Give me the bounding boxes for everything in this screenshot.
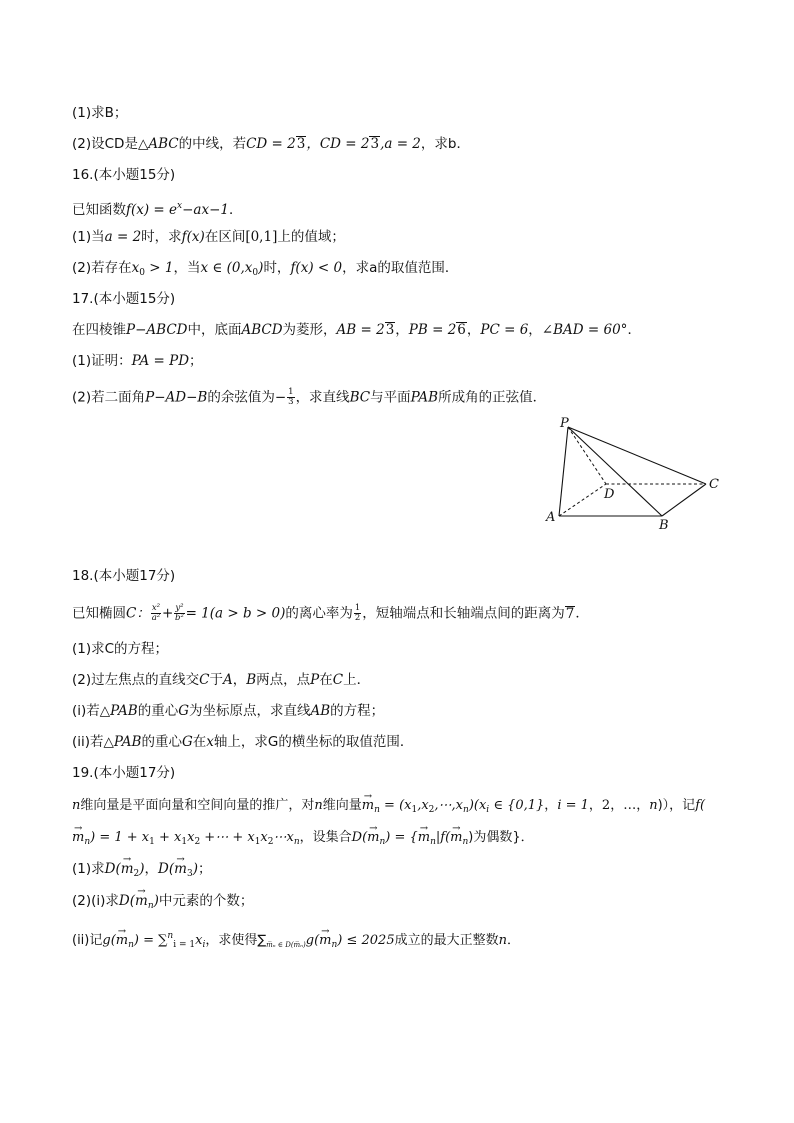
math: −ax−1 — [182, 202, 229, 218]
text: ． — [575, 605, 589, 622]
text: 已知椭圆 — [72, 605, 126, 622]
math: A — [222, 672, 233, 688]
text: 已知函数 — [72, 202, 126, 218]
text: ， — [636, 798, 650, 813]
math: P — [310, 672, 320, 688]
text: ． — [507, 933, 521, 948]
math-sub: 2 — [194, 837, 201, 847]
sqrt: 7 — [565, 605, 575, 622]
math: x — [187, 830, 195, 845]
text: 所成角的正弦值． — [438, 389, 547, 406]
text: (1)当 — [72, 229, 105, 245]
math: ⋯x — [273, 830, 294, 845]
math: 2 — [601, 798, 611, 813]
math: x — [131, 260, 140, 276]
math: D( — [118, 893, 136, 909]
fraction-denominator: 2 — [354, 613, 361, 623]
q19-part2-ii — [72, 927, 520, 954]
pyramid-figure — [538, 414, 728, 536]
text: ， — [610, 798, 624, 813]
vector-m: → m — [174, 860, 187, 878]
vector-m: → m — [116, 932, 128, 950]
label-p: P — [560, 416, 569, 431]
text: (1)证明： — [72, 353, 132, 369]
text: 两点，点 — [256, 672, 311, 688]
math: ∠BAD = 60° — [541, 322, 628, 338]
math: + x — [154, 830, 182, 845]
text: ． — [520, 830, 534, 845]
math-sub: n — [293, 837, 300, 847]
text: 的离心率为 — [285, 605, 353, 622]
math: CD = 2 — [246, 136, 296, 152]
text: 成立的最大正整数 — [394, 933, 499, 948]
math: n — [314, 798, 323, 813]
q18-header: 18.(本小题17分) — [72, 568, 176, 584]
math: ) — [258, 260, 264, 276]
text: 在 — [319, 672, 333, 688]
edge-pd-hidden — [568, 427, 606, 484]
text: (2)若二面角 — [72, 389, 146, 406]
math-sub: 1 — [181, 837, 188, 847]
math: BC — [349, 389, 371, 406]
q17-part2 — [72, 388, 546, 407]
text: (2)若存在 — [72, 260, 132, 276]
text: 维向量 — [322, 798, 362, 813]
q18-part2 — [72, 671, 370, 689]
text: ，求b． — [420, 136, 470, 152]
q18-part2-ii — [72, 733, 413, 751]
text: 的中线，若 — [178, 136, 247, 152]
math: ) ≤ 2025 — [337, 933, 395, 948]
edge-ad-hidden — [559, 484, 606, 516]
math: P−AD−B — [145, 389, 208, 406]
text: 为菱形， — [282, 322, 337, 338]
math: g( — [102, 933, 116, 948]
fraction-numerator: 1 — [354, 603, 361, 613]
fraction-denominator: a² — [151, 613, 161, 623]
math: ) = ∑ — [133, 933, 168, 948]
q19-part2-i — [72, 892, 253, 915]
math: ) = { — [385, 830, 418, 845]
q18-stem — [72, 604, 589, 623]
text: (2)(i)求 — [72, 893, 119, 909]
math: x — [260, 830, 268, 845]
fraction-denominator: b² — [175, 613, 184, 623]
q16-part1 — [72, 228, 345, 246]
math: |f( — [435, 830, 451, 845]
q19-part1 — [72, 860, 211, 883]
text: ，求直线 — [295, 389, 350, 406]
vector-m: → m — [72, 829, 84, 847]
math-sub: 1 — [254, 837, 261, 847]
q19-header: 19.(本小题17分) — [72, 765, 176, 781]
math: n — [649, 798, 658, 813]
text: ，设集合 — [299, 830, 352, 845]
text: ， — [528, 322, 542, 338]
math: P−ABCD — [126, 322, 188, 338]
math-sub: n — [331, 940, 338, 950]
math: D( — [104, 861, 121, 877]
math: ,x — [417, 798, 429, 813]
q18-part2-i — [72, 702, 384, 720]
math-sub: n — [430, 837, 436, 847]
math: + — [162, 605, 174, 622]
math: ∈ {0,1} — [489, 798, 545, 813]
q15-part2 — [72, 135, 470, 153]
text: ， — [544, 798, 558, 813]
math-sub: 3 — [186, 869, 193, 879]
text: ，当 — [173, 260, 201, 276]
math: ) — [139, 861, 145, 877]
math: PC = 6 — [480, 322, 529, 338]
vector-m: → m — [418, 829, 430, 847]
text: ， — [144, 861, 159, 877]
text: 维向量是平面向量和空间向量的推广，对 — [80, 798, 315, 813]
triangle-abc: △ABC — [137, 136, 179, 152]
math-sub: 1 — [411, 805, 418, 815]
text: 上的值域； — [277, 229, 345, 245]
vector-m: → m — [362, 797, 374, 815]
edge-pb — [568, 427, 662, 516]
text: 的方程； — [330, 703, 385, 719]
math: △PAB — [99, 703, 138, 719]
text: ； — [189, 353, 203, 369]
math: ) — [192, 861, 198, 877]
text: )），记 — [657, 798, 696, 813]
math: G — [181, 734, 193, 750]
math: △PAB — [103, 734, 142, 750]
math: PA = PD — [131, 353, 190, 369]
text: 在四棱锥 — [72, 322, 126, 338]
text: ， — [466, 322, 481, 338]
q17-stem — [72, 321, 641, 339]
math: ABCD — [241, 322, 283, 338]
text: (2)设CD是 — [72, 136, 138, 152]
text: 中元素的个数； — [158, 893, 254, 909]
math-sub: i — [486, 805, 490, 815]
math: n — [498, 933, 507, 948]
fraction — [287, 388, 294, 407]
math: f(x) = e — [126, 202, 178, 218]
math-sub: i = 1 — [173, 940, 196, 950]
math: x — [206, 734, 214, 750]
text: (ii)若 — [72, 734, 104, 750]
math-sub: n — [463, 805, 469, 815]
math: a = 2 — [104, 229, 142, 245]
q16-part2 — [72, 259, 458, 282]
text: ， — [395, 322, 409, 338]
text: 轴上，求G的横坐标的取值范围． — [213, 734, 414, 750]
math: ) — [153, 893, 159, 909]
math-sup: x — [177, 201, 183, 211]
fraction-denominator: 3 — [288, 397, 294, 407]
label-d: D — [604, 487, 615, 502]
math-sub: n — [379, 837, 386, 847]
fraction-numerator: y² — [175, 603, 184, 613]
math-sub: 1 — [149, 837, 155, 847]
math-sub: 0 — [139, 268, 145, 278]
fraction-numerator: x² — [151, 603, 161, 613]
math-sub: 2 — [133, 869, 140, 879]
math: [0,1] — [245, 229, 278, 245]
q16-header: 16.(本小题15分) — [72, 167, 176, 183]
math-sub: 2 — [428, 805, 435, 815]
math: n — [72, 798, 81, 813]
math: ，CD = 2 — [306, 136, 370, 152]
math: ) = 1 + x — [90, 830, 150, 845]
math: G — [178, 703, 189, 719]
text: 为坐标原点，求直线 — [189, 703, 311, 719]
text: 的余弦值为− — [207, 389, 287, 406]
q16-stem — [72, 197, 242, 219]
math: PAB — [410, 389, 439, 406]
math: )(x — [468, 798, 487, 813]
sqrt: 3 — [370, 136, 380, 152]
text: ； — [197, 861, 212, 877]
label-a: A — [546, 510, 556, 525]
math-sub: 0 — [252, 268, 259, 278]
edge-pc — [568, 427, 706, 484]
math-sub: n — [128, 940, 134, 950]
math-sub: m̅ₙ ∈ D(m̅ₙ) — [266, 941, 306, 949]
math: = (x — [379, 798, 412, 813]
sqrt: 3 — [385, 322, 395, 338]
math-sub: n — [147, 901, 154, 911]
math: AB — [310, 703, 331, 719]
math: … — [623, 798, 637, 813]
q15-part1: (1)求B； — [72, 105, 128, 121]
text: ，短轴端点和长轴端点间的距离为 — [362, 605, 565, 622]
fraction-y2-b2 — [174, 604, 184, 623]
math: D( — [351, 830, 368, 845]
math: f(x) — [181, 229, 205, 245]
text: ，求使得∑ — [205, 933, 267, 948]
math: ,⋯,x — [434, 798, 464, 813]
math-sub: n — [84, 837, 91, 847]
edge-bc — [662, 484, 706, 516]
math: C — [332, 672, 344, 688]
text: 时， — [263, 260, 291, 276]
text: ． — [627, 322, 641, 338]
vector-m: → m — [135, 892, 148, 910]
text: )为偶数} — [468, 830, 521, 845]
vector-m: → m — [367, 829, 379, 847]
q18-part1: (1)求C的方程； — [72, 641, 169, 657]
sqrt: 6 — [457, 322, 466, 338]
math: x — [195, 933, 203, 948]
math: ,a = 2 — [380, 136, 421, 152]
math-sub: 2 — [267, 837, 274, 847]
math: PB = 2 — [408, 322, 457, 338]
math: AB = 2 — [336, 322, 385, 338]
text: 在区间 — [204, 229, 246, 245]
math: D( — [158, 861, 175, 877]
math: x ∈ (0,x — [200, 260, 253, 276]
math: g( — [305, 933, 320, 948]
text: 的重心 — [137, 703, 179, 719]
vector-m: → m — [121, 860, 134, 878]
fraction-numerator: 1 — [288, 387, 294, 397]
text: ， — [232, 672, 247, 688]
q17-part1 — [72, 352, 203, 370]
math-sub: n — [374, 805, 380, 815]
vector-m: → m — [319, 932, 331, 950]
math: = 1(a > b > 0) — [185, 605, 286, 622]
text: 的重心 — [141, 734, 182, 750]
math: f(x) < 0 — [290, 260, 343, 276]
math: B — [246, 672, 257, 688]
text: (i)若 — [72, 703, 100, 719]
math-sup: n — [167, 931, 174, 941]
q19-stem-line1 — [72, 797, 705, 819]
math-sub: n — [462, 837, 469, 847]
text: (2)过左焦点的直线交 — [72, 672, 200, 688]
edge-pa — [559, 427, 568, 516]
math: > 1 — [144, 260, 174, 276]
text: 上． — [343, 672, 371, 688]
math-sub: i — [202, 940, 206, 950]
math: +⋯ + x — [200, 830, 255, 845]
fraction-x2-a2 — [151, 604, 161, 623]
text: 时，求 — [141, 229, 182, 245]
sqrt: 3 — [296, 136, 306, 152]
text: (1)求 — [72, 861, 105, 877]
math: C — [199, 672, 210, 688]
math: C： — [126, 605, 150, 622]
label-b: B — [659, 518, 669, 533]
math: i = 1 — [557, 798, 589, 813]
label-c: C — [709, 477, 719, 492]
math: f( — [695, 798, 706, 813]
text: 在 — [192, 734, 207, 750]
q19-stem-line2 — [72, 829, 534, 851]
text: ， — [588, 798, 602, 813]
text: 与平面 — [370, 389, 411, 406]
text: 中，底面 — [187, 322, 242, 338]
text: ． — [228, 202, 243, 218]
vector-m: → m — [450, 829, 462, 847]
text: 于 — [209, 672, 223, 688]
text: ，求a的取值范围． — [342, 260, 459, 276]
text: (ii)记 — [72, 933, 103, 948]
q17-header: 17.(本小题15分) — [72, 291, 176, 307]
fraction-one-half — [354, 604, 361, 623]
